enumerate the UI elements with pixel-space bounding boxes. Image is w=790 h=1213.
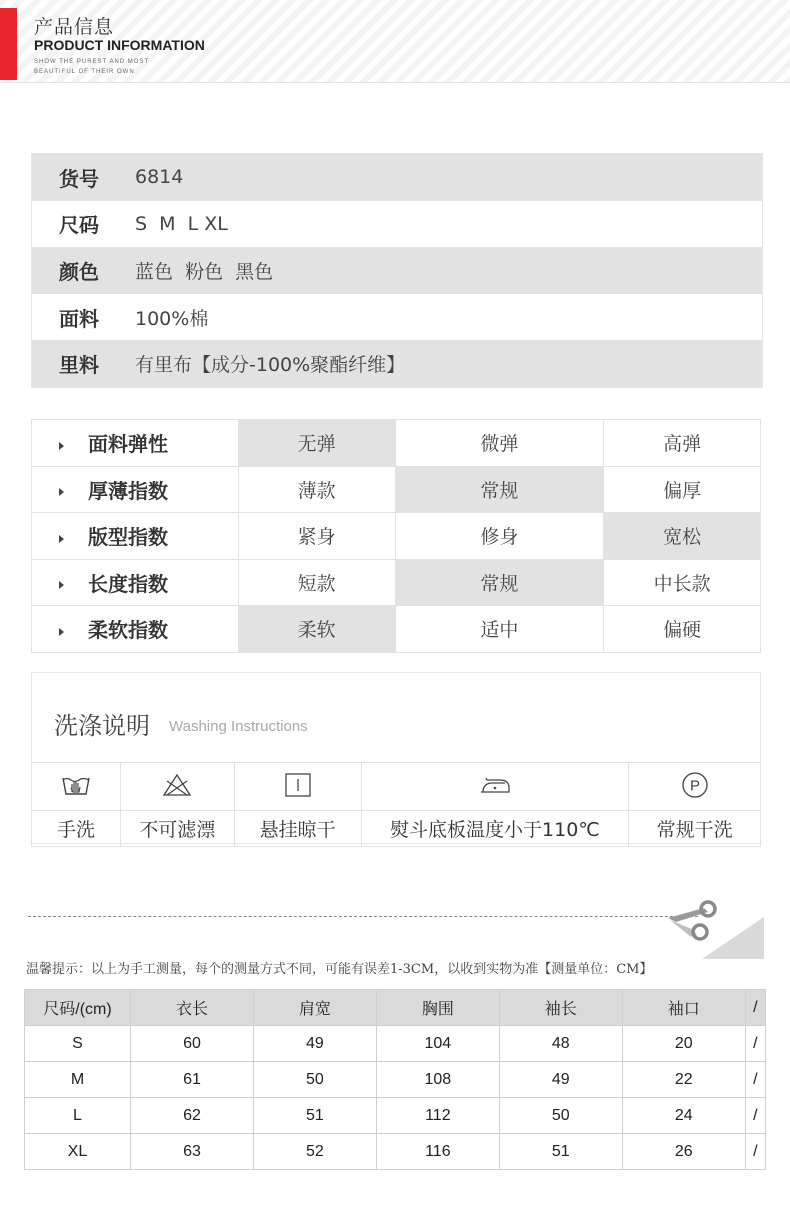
index-option: 紧身 (238, 513, 395, 560)
index-option: 适中 (395, 606, 604, 653)
info-value: 100%棉 (135, 307, 209, 330)
table-row (25, 1098, 766, 1134)
table-row (25, 1134, 766, 1170)
index-row-elasticity (32, 420, 761, 467)
triangle-right-icon (59, 488, 64, 496)
index-label-text: 面料弹性 (88, 432, 168, 457)
info-value: 6814 (135, 166, 184, 189)
index-option: 高弹 (604, 420, 761, 467)
info-key: 货号 (59, 166, 99, 191)
size-header-cell: 肩宽 (253, 990, 376, 1026)
size-header-cell: 胸围 (376, 990, 499, 1026)
index-option: 中长款 (604, 559, 761, 606)
washing-grid (31, 762, 761, 847)
size-cell: / (745, 1026, 765, 1062)
info-row-size (32, 201, 762, 248)
size-cell: 60 (131, 1026, 254, 1062)
size-cell: S (25, 1026, 131, 1062)
size-header-cell: 尺码/(cm) (25, 990, 131, 1026)
washing-label: 手洗 (32, 811, 121, 847)
index-option: 修身 (395, 513, 604, 560)
size-cell: 62 (131, 1098, 254, 1134)
iron-icon (361, 763, 629, 811)
index-option: 常规 (395, 466, 604, 513)
info-value: 蓝色 粉色 黑色 (135, 260, 274, 283)
header-subtitle-line1: SHOW THE PUREST AND MOST (34, 59, 150, 65)
table-row (25, 1062, 766, 1098)
size-table-header-row (25, 990, 766, 1026)
index-label-text: 柔软指数 (88, 618, 168, 643)
size-cell: 63 (131, 1134, 254, 1170)
index-label (32, 559, 239, 606)
washing-label: 熨斗底板温度小于110℃ (361, 811, 629, 847)
size-cell: 26 (622, 1134, 745, 1170)
size-cell: / (745, 1098, 765, 1134)
index-label (32, 420, 239, 467)
scissors-icon (664, 896, 720, 942)
size-cell: / (745, 1134, 765, 1170)
header-title-cn: 产品信息 (34, 16, 115, 38)
index-row-softness (32, 606, 761, 653)
info-value: 有里布【成分-100%聚酯纤维】 (135, 354, 406, 377)
info-key: 里料 (59, 353, 99, 378)
index-option: 短款 (238, 559, 395, 606)
index-label (32, 466, 239, 513)
index-label (32, 513, 239, 560)
size-cell: 50 (499, 1098, 622, 1134)
size-cell: 50 (253, 1062, 376, 1098)
section-header (0, 0, 790, 83)
info-row-fabric (32, 294, 762, 341)
header-subtitle-line2: BEAUTIFUL OF THEIR OWN (34, 69, 135, 75)
fit-index-table (31, 419, 761, 653)
size-cell: 52 (253, 1134, 376, 1170)
index-label-text: 厚薄指数 (88, 478, 168, 503)
size-cell: L (25, 1098, 131, 1134)
info-row-color (32, 247, 762, 294)
info-key: 尺码 (59, 213, 99, 238)
washing-icon-row (32, 763, 761, 811)
header-title-en: PRODUCT INFORMATION (34, 37, 205, 53)
size-cell: 20 (622, 1026, 745, 1062)
product-info-table (31, 153, 763, 388)
index-option: 偏厚 (604, 466, 761, 513)
size-header-cell: / (745, 990, 765, 1026)
info-row-lining (32, 340, 762, 387)
table-row (25, 1026, 766, 1062)
hang-dry-icon (234, 763, 361, 811)
index-option: 无弹 (238, 420, 395, 467)
size-cell: 49 (253, 1026, 376, 1062)
triangle-right-icon (59, 581, 64, 589)
size-cell: 104 (376, 1026, 499, 1062)
size-cell: M (25, 1062, 131, 1098)
index-row-length (32, 559, 761, 606)
size-header-cell: 袖口 (622, 990, 745, 1026)
size-cell: 51 (499, 1134, 622, 1170)
index-label (32, 606, 239, 653)
header-accent-bar (0, 8, 17, 80)
measurement-tip: 温馨提示：以上为手工测量，每个的测量方式不同，可能有误差1-3CM，以收到实物为准【测量单位：CM】 (26, 962, 653, 977)
size-cell: 61 (131, 1062, 254, 1098)
size-cell: 112 (376, 1098, 499, 1134)
size-cell: 108 (376, 1062, 499, 1098)
size-cell: 22 (622, 1062, 745, 1098)
triangle-right-icon (59, 628, 64, 636)
size-header-cell: 袖长 (499, 990, 622, 1026)
size-cell: 24 (622, 1098, 745, 1134)
hand-wash-icon (32, 763, 121, 811)
index-option: 偏硬 (604, 606, 761, 653)
size-table (24, 989, 766, 1170)
header-subtitle (34, 57, 174, 77)
index-row-thickness (32, 466, 761, 513)
info-row-item-no (32, 154, 762, 201)
size-cell: XL (25, 1134, 131, 1170)
triangle-right-icon (59, 535, 64, 543)
size-cell: 49 (499, 1062, 622, 1098)
index-label-text: 长度指数 (88, 571, 168, 596)
dry-clean-glyph: P (689, 777, 700, 794)
size-cell: / (745, 1062, 765, 1098)
washing-label-row (32, 811, 761, 847)
index-row-fit (32, 513, 761, 560)
no-bleach-icon (120, 763, 234, 811)
washing-label: 悬挂晾干 (234, 811, 361, 847)
index-option: 微弹 (395, 420, 604, 467)
index-option: 薄款 (238, 466, 395, 513)
index-label-text: 版型指数 (88, 525, 168, 550)
triangle-right-icon (59, 442, 64, 450)
info-key: 颜色 (59, 259, 99, 284)
cut-line (28, 916, 698, 917)
washing-instructions (31, 672, 761, 844)
size-header-cell: 衣长 (131, 990, 254, 1026)
index-option: 柔软 (238, 606, 395, 653)
size-cell: 51 (253, 1098, 376, 1134)
washing-title: 洗涤说明 (54, 712, 150, 740)
washing-title-en: Washing Instructions (169, 718, 308, 735)
index-option: 宽松 (604, 513, 761, 560)
size-cell: 48 (499, 1026, 622, 1062)
size-cell: 116 (376, 1134, 499, 1170)
info-key: 面料 (59, 306, 99, 331)
washing-label: 常规干洗 (629, 811, 761, 847)
dry-clean-icon (629, 763, 761, 811)
info-value: S M L XL (135, 212, 228, 235)
index-option: 常规 (395, 559, 604, 606)
washing-label: 不可滤漂 (120, 811, 234, 847)
